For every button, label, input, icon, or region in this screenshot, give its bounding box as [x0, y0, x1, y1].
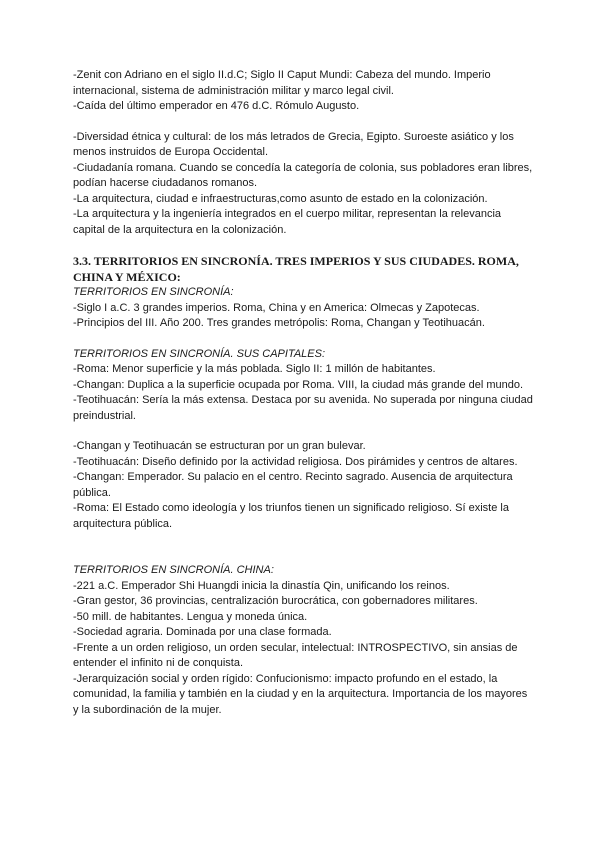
- spacer: [73, 547, 533, 563]
- subheading-china: TERRITORIOS EN SINCRONÍA. CHINA:: [73, 564, 274, 576]
- document-page: [73, 68, 533, 733]
- text-line: -221 a.C. Emperador Shi Huangdi inicia la dinastía Qin, unificando los reinos.: [73, 579, 450, 592]
- text-line: -Teotihuacán: Sería la más extensa. Destaca por su avenida. No superada por ninguna ciudad preindustrial.: [73, 394, 533, 422]
- text-line: -Sociedad agraria. Dominada por una clase formada.: [73, 626, 332, 638]
- text-line: -Frente a un orden religioso, un orden secular, intelectual: INTROSPECTIVO, sin ansias de entender el infinito ni de conquista.: [73, 641, 518, 669]
- text-line: -Ciudadanía romana. Cuando se concedía la categoría de colonia, sus pobladores eran libres, podían hacerse ciudadanos romanos.: [73, 161, 533, 189]
- text-line: -Changan: Duplica a la superficie ocupada por Roma. VIII, la ciudad más grande del mundo.: [73, 378, 524, 391]
- capitales-paragraph: [73, 362, 533, 424]
- text-line: -Gran gestor, 36 provincias, centralización burocrática, con gobernadores militares.: [73, 595, 478, 607]
- text-line: -Principios del III. Año 200. Tres grandes metrópolis: Roma, Changan y Teotihuacán.: [73, 317, 485, 329]
- text-line: -Caída del último emperador en 476 d.C. Rómulo Augusto.: [73, 100, 360, 112]
- text-line: -Changan y Teotihuacán se estructuran por un gran bulevar.: [73, 440, 366, 452]
- subheading-capitales: TERRITORIOS EN SINCRONÍA. SUS CAPITALES:: [73, 347, 326, 360]
- section-heading: 3.3. TERRITORIOS EN SINCRONÍA. TRES IMPERIOS Y SUS CIUDADES. ROMA, CHINA Y MÉXICO:: [73, 254, 519, 284]
- text-line: -Changan: Emperador. Su palacio en el centro. Recinto sagrado. Ausencia de arquitectura pública.: [73, 471, 513, 499]
- china-paragraph: [73, 579, 533, 719]
- text-line: -Roma: Menor superficie y la más poblada. Siglo II: 1 millón de habitantes.: [73, 363, 436, 375]
- text-line: -Diversidad étnica y cultural: de los más letrados de Grecia, Egipto. Suroeste asiático y los menos instruidos de Europa Occidental.: [73, 130, 514, 158]
- boulevard-paragraph: [73, 439, 533, 532]
- subheading-sincronia: TERRITORIOS EN SINCRONÍA:: [73, 286, 234, 298]
- text-line: -Teotihuacán: Diseño definido por la actividad religiosa. Dos pirámides y centros de altares.: [73, 455, 518, 468]
- sincronia-paragraph: [73, 301, 533, 332]
- text-line: -La arquitectura, ciudad e infraestructuras,como asunto de estado en la colonización.: [73, 192, 488, 205]
- text-line: -Roma: El Estado como ideología y los triunfos tienen un significado religioso. Sí existe la arquitectura pública.: [73, 502, 509, 530]
- text-line: -La arquitectura y la ingeniería integrados en el cuerpo militar, representan la relevancia capital de la arquitectura en la colonización.: [73, 208, 502, 236]
- text-line: -50 mill. de habitantes. Lengua y moneda única.: [73, 610, 308, 623]
- rome-diversity-paragraph: [73, 130, 533, 239]
- text-line: -Jerarquización social y orden rígido: Confucionismo: impacto profundo en el estado, la comunidad, la familia y también en la ciudad y en la arquitectura. Importancia de los mayores y la subordinación de la mujer.: [73, 672, 528, 716]
- text-line: -Siglo I a.C. 3 grandes imperios. Roma, China y en America: Olmecas y Zapotecas.: [73, 301, 480, 314]
- text-line: -Zenit con Adriano en el siglo II.d.C; Siglo II Caput Mundi: Cabeza del mundo. Imperio internacional, sistema de administración militar y marco legal civil.: [73, 69, 491, 97]
- rome-intro-paragraph: [73, 68, 533, 115]
